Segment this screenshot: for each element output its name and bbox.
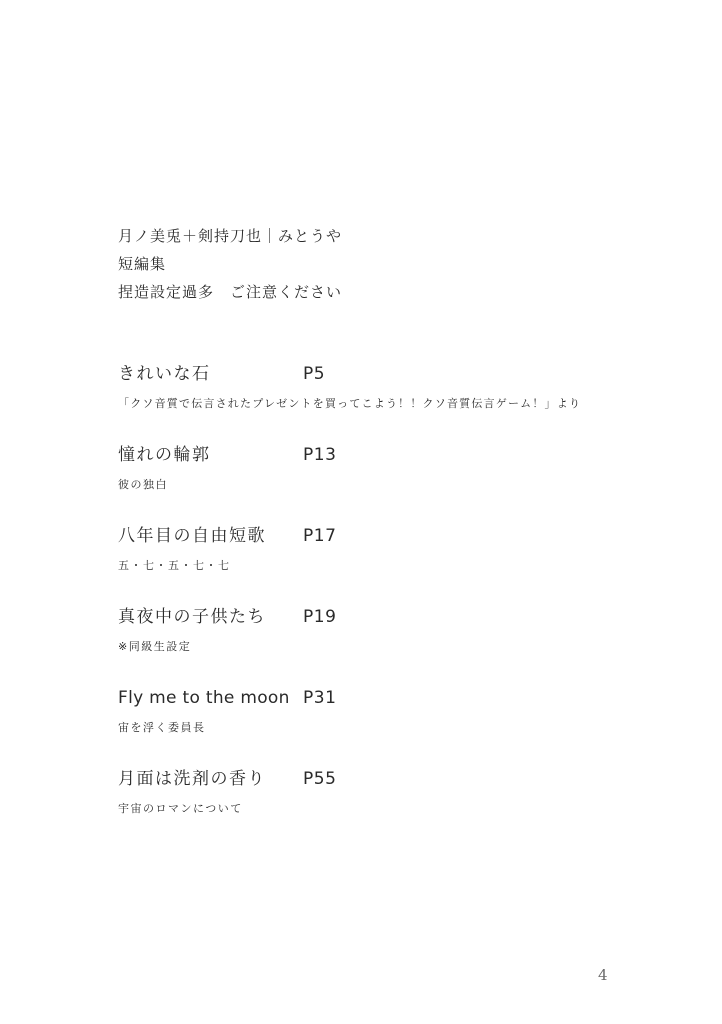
toc-title: 月面は洗剤の香り <box>118 769 266 789</box>
toc-entry <box>118 605 678 686</box>
header-warning: 捏造設定過多 ご注意ください <box>118 283 343 301</box>
toc-title: 八年目の自由短歌 <box>118 526 266 546</box>
toc-subtitle: 宇宙のロマンについて <box>118 802 243 815</box>
toc-page-number: P31 <box>303 688 337 708</box>
table-of-contents <box>118 362 678 848</box>
toc-page-number: P5 <box>303 364 326 384</box>
toc-page-number: P17 <box>303 526 337 546</box>
toc-entry <box>118 524 678 605</box>
toc-entry <box>118 767 678 848</box>
toc-entry <box>118 686 678 767</box>
toc-title: 真夜中の子供たち <box>118 607 266 627</box>
header-collection-type: 短編集 <box>118 255 167 273</box>
book-header <box>118 222 342 306</box>
toc-title: 憧れの輪郭 <box>118 445 211 465</box>
toc-page-number: P19 <box>303 607 337 627</box>
toc-entry <box>118 362 678 443</box>
page-number: 4 <box>598 966 608 984</box>
toc-subtitle: 彼の独白 <box>118 478 168 491</box>
toc-entry <box>118 443 678 524</box>
toc-title: きれいな石 <box>118 364 211 384</box>
toc-title: Fly me to the moon <box>118 688 290 708</box>
toc-subtitle: 「クソ音質で伝言されたプレゼントを買ってこよう！！クソ音質伝言ゲーム！」より <box>118 397 582 410</box>
header-authors: 月ノ美兎＋剣持刀也｜みとうや <box>118 227 343 245</box>
toc-subtitle: 五・七・五・七・七 <box>118 559 231 572</box>
toc-page-number: P55 <box>303 769 337 789</box>
toc-page-number: P13 <box>303 445 337 465</box>
toc-subtitle: ※同級生設定 <box>118 640 192 653</box>
toc-subtitle: 宙を浮く委員長 <box>118 721 206 734</box>
